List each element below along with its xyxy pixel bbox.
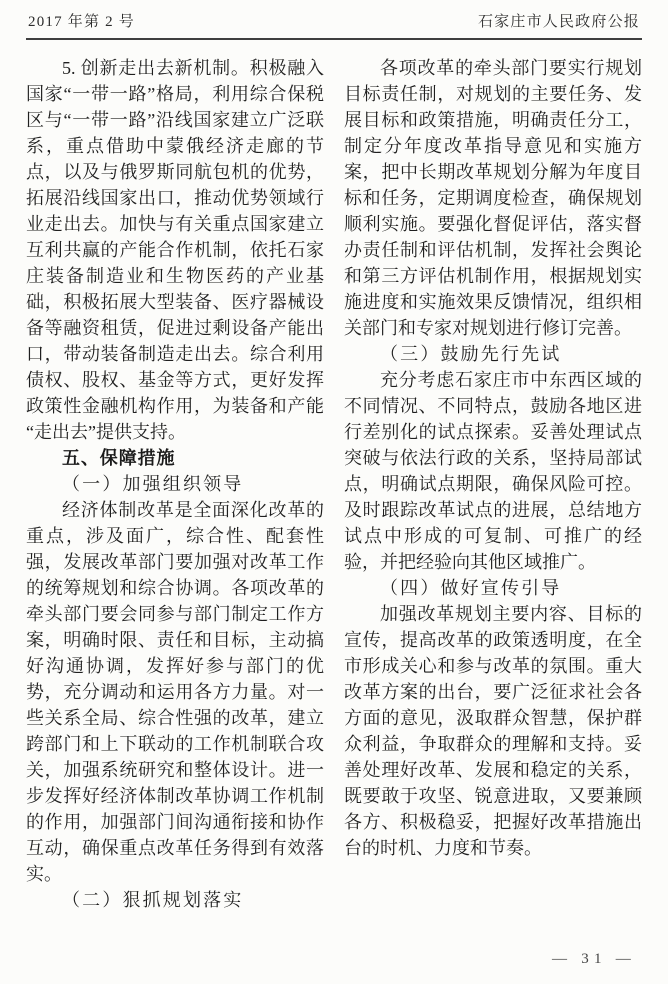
left-column [26, 55, 324, 913]
section-heading-safeguard-measures: 五、保障措施 [62, 448, 176, 468]
subsection-heading-publicity-guidance: （四）做好宣传引导 [380, 578, 562, 598]
paragraph-publicity-guidance: 加强改革规划主要内容、目标的宣传，提高改革的政策透明度，在全市形成关心和参与改革的氛围。重大改革方案的出台，要广泛征求社会各方面的意见，汲取群众智慧，保护群众利益，争取群众的理解和支持。妥善处理好改革、发展和稳定的关系，既要敢于攻坚、锐意进取，又要兼顾各方、积极稳妥，把握好改革措施出台的时机、力度和节奏。 [344, 604, 642, 858]
header-issue-number: 2017 年第 2 号 [28, 14, 135, 30]
subsection-heading-organizational-leadership: （一）加强组织领导 [62, 474, 244, 494]
paragraph-plan-responsibility: 各项改革的牵头部门要实行规划目标责任制，对规划的主要任务、发展目标和政策措施，明确责任分工，制定分年度改革指导意见和实施方案，把中长期改革规划分解为年度目标和任务，定期调度检查，确保规划顺利实施。要强化督促评估，落实督办责任制和评估机制，发挥社会舆论和第三方评估机制作用，根据规划实施进度和实施效果反馈情况，组织相关部门和专家对规划进行修订完善。 [344, 58, 642, 338]
page-footer [552, 951, 636, 968]
paragraph-organizational-leadership: 经济体制改革是全面深化改革的重点，涉及面广，综合性、配套性强，发展改革部门要加强对改革工作的统筹规划和综合协调。各项改革的牵头部门要会同参与部门制定工作方案，明确时限、责任和目标，主动搞好沟通协调，发挥好参与部门的优势，充分调动和运用各方力量。对一些关系全局、综合性强的改革，建立跨部门和上下联动的工作机制联合攻关，加强系统研究和整体设计。进一步发挥好经济体制改革协调工作机制的作用，加强部门间沟通衔接和协作互动，确保重点改革任务得到有效落实。 [26, 500, 324, 884]
subsection-heading-plan-implementation: （二）狠抓规划落实 [62, 890, 244, 910]
header-publication-title: 石家庄市人民政府公报 [477, 14, 640, 30]
right-column [344, 55, 642, 913]
content-columns [26, 55, 642, 913]
subsection-heading-pilot-trials: （三）鼓励先行先试 [380, 344, 562, 364]
page-header [26, 8, 642, 40]
page-number: — 31 — [552, 951, 636, 967]
paragraph-go-global-mechanism: 5. 创新走出去新机制。积极融入国家“一带一路”格局，利用综合保税区与“一带一路”沿线国家建立广泛联系，重点借助中蒙俄经济走廊的节点，以及与俄罗斯同航包机的优势，拓展沿线国家出口，推动优势领域行业走出去。加快与有关重点国家建立互利共赢的产能合作机制，依托石家庄装备制造业和生物医药的产业基础，积极拓展大型装备、医疗器械设备等融资租赁，促进过剩设备产能出口，带动装备制造走出去。综合利用债权、股权、基金等方式，更好发挥政策性金融机构作用，为装备和产能“走出去”提供支持。 [26, 58, 324, 442]
paragraph-pilot-trials: 充分考虑石家庄市中东西区域的不同情况、不同特点，鼓励各地区进行差别化的试点探索。妥善处理试点突破与依法行政的关系，坚持局部试点，明确试点期限，确保风险可控。及时跟踪改革试点的进展，总结地方试点中形成的可复制、可推广的经验，并把经验向其他区域推广。 [344, 370, 642, 572]
